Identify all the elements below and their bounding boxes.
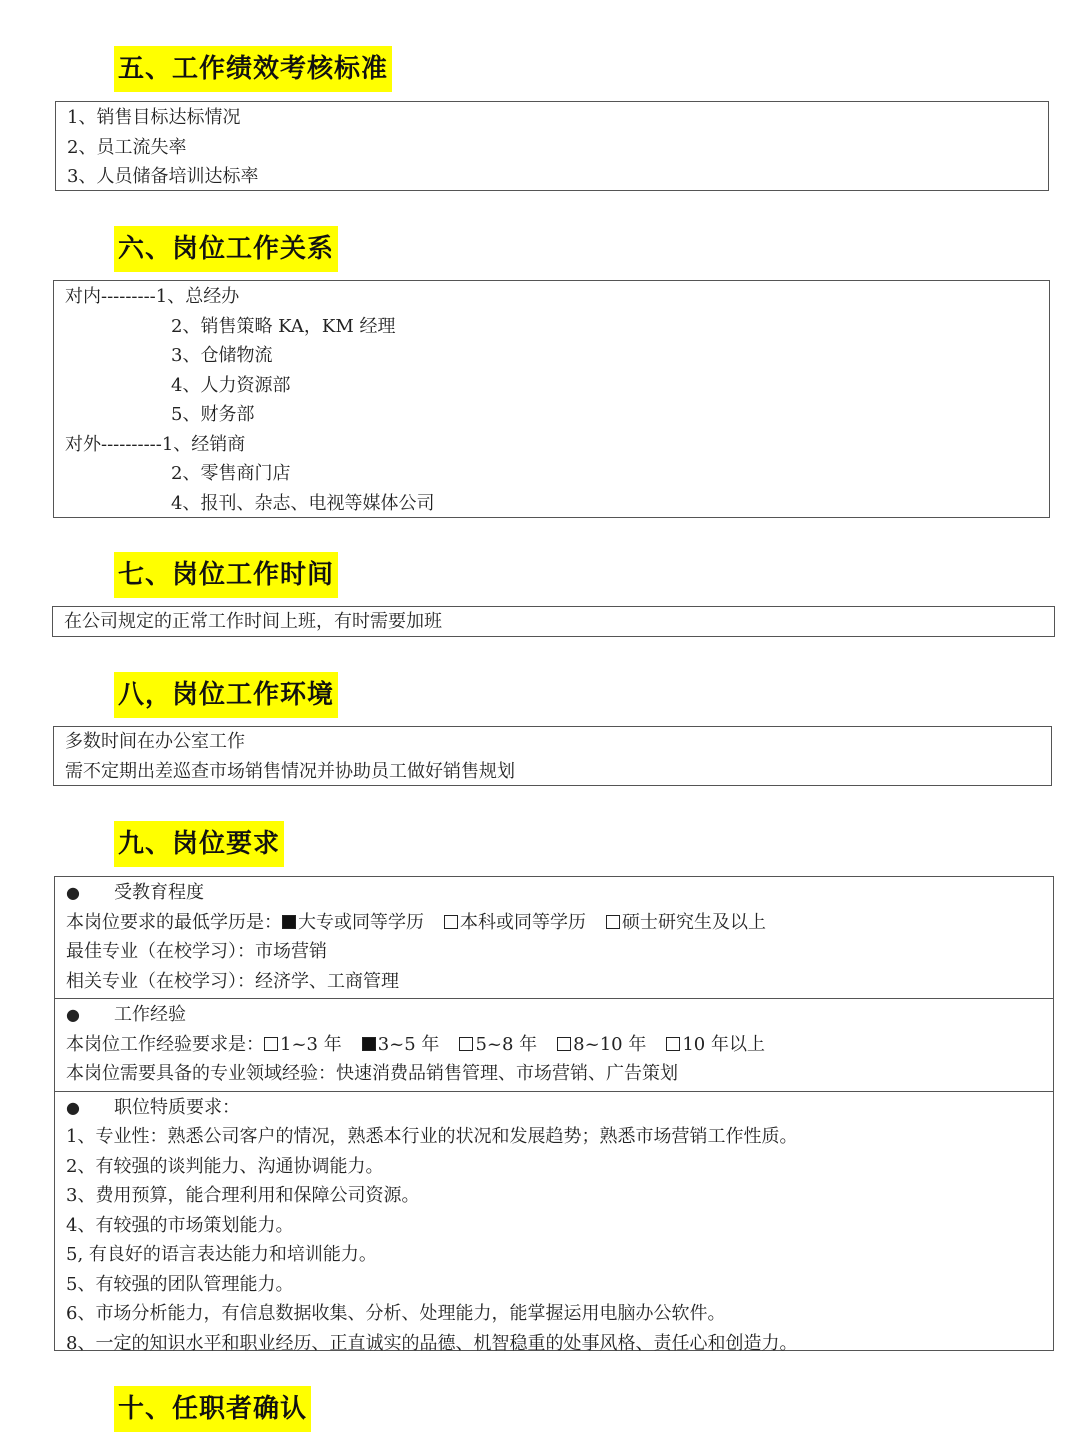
experience-option: 10 年以上 xyxy=(682,1033,765,1055)
checkbox[interactable] xyxy=(459,1037,473,1051)
education-options-row xyxy=(55,908,1053,938)
checkbox[interactable] xyxy=(557,1037,571,1051)
checkbox-checked[interactable] xyxy=(362,1037,376,1051)
performance-box xyxy=(55,101,1049,191)
list-item: 2、有较强的谈判能力、沟通协调能力。 xyxy=(66,1155,384,1177)
education-option: 大专或同等学历 xyxy=(298,911,424,933)
section-title-requirements: 九、岗位要求 xyxy=(114,821,284,867)
bullet: ● xyxy=(66,883,80,902)
internal-relations-label: 对内---------1、总经办 xyxy=(65,286,240,307)
bullet: ● xyxy=(66,1005,80,1024)
checkbox[interactable] xyxy=(444,915,458,929)
bullet: ● xyxy=(66,1097,80,1117)
experience-option: 1~3 年 xyxy=(280,1033,342,1055)
education-option: 硕士研究生及以上 xyxy=(622,911,766,933)
related-major: 相关专业（在校学习）：经济学、工商管理 xyxy=(66,970,399,992)
list-item: 2、员工流失率 xyxy=(67,136,187,158)
domain-experience: 本岗位需要具备的专业领域经验：快速消费品销售管理、市场营销、广告策划 xyxy=(66,1063,678,1084)
section-title-relations: 六、岗位工作关系 xyxy=(114,226,338,272)
list-item: 5、有较强的团队管理能力。 xyxy=(66,1273,294,1295)
checkbox[interactable] xyxy=(264,1037,278,1051)
traits-section xyxy=(55,1092,1053,1361)
list-item: 6、市场分析能力，有信息数据收集、分析、处理能力，能掌握运用电脑办公软件。 xyxy=(66,1303,726,1324)
experience-options-row xyxy=(55,1030,1053,1060)
list-item: 2、销售策略 KA，KM 经理 xyxy=(171,315,396,337)
experience-heading: 工作经验 xyxy=(114,1004,186,1025)
experience-label: 本岗位工作经验要求是： xyxy=(66,1033,264,1055)
list-item: 1、专业性：熟悉公司客户的情况，熟悉本行业的状况和发展趋势；熟悉市场营销工作性质。 xyxy=(66,1126,798,1147)
list-item: 3、费用预算，能合理利用和保障公司资源。 xyxy=(66,1185,420,1206)
checkbox[interactable] xyxy=(606,915,620,929)
experience-option: 3~5 年 xyxy=(377,1033,440,1055)
list-item: 4、报刊、杂志、电视等媒体公司 xyxy=(171,492,435,514)
education-label: 本岗位要求的最低学历是： xyxy=(66,911,282,933)
education-section xyxy=(55,877,1053,999)
external-relations-label: 对外----------1、经销商 xyxy=(65,433,246,455)
section-title-work-time: 七、岗位工作时间 xyxy=(114,552,338,598)
experience-section xyxy=(55,999,1053,1092)
education-heading: 受教育程度 xyxy=(114,882,204,903)
section-title-environment: 八，岗位工作环境 xyxy=(114,672,338,718)
requirements-box xyxy=(54,876,1054,1354)
best-major: 最佳专业（在校学习）：市场营销 xyxy=(66,941,327,962)
list-item: 5, 有良好的语言表达能力和培训能力。 xyxy=(66,1244,377,1265)
list-item: 多数时间在办公室工作 xyxy=(65,731,245,752)
traits-heading: 职位特质要求： xyxy=(114,1096,240,1118)
work-time-box xyxy=(52,606,1055,637)
list-item: 2、零售商门店 xyxy=(171,463,291,484)
experience-option: 8~10 年 xyxy=(573,1033,647,1055)
checkbox-checked[interactable] xyxy=(282,915,296,929)
environment-box xyxy=(53,726,1052,786)
list-item: 3、人员储备培训达标率 xyxy=(67,166,259,187)
education-option: 本科或同等学历 xyxy=(460,911,586,933)
checkbox[interactable] xyxy=(666,1037,680,1051)
list-item: 3、仓储物流 xyxy=(171,345,273,366)
list-item: 4、人力资源部 xyxy=(171,374,291,396)
list-item: 需不定期出差巡查市场销售情况并协助员工做好销售规划 xyxy=(65,760,515,782)
section-title-confirmation: 十、任职者确认 xyxy=(114,1386,311,1432)
work-time-text: 在公司规定的正常工作时间上班，有时需要加班 xyxy=(64,611,442,632)
relations-box xyxy=(53,280,1050,518)
list-item: 8、一定的知识水平和职业经历、正直诚实的品德、机智稳重的处事风格、责任心和创造力。 xyxy=(66,1332,798,1354)
section-title-performance: 五、工作绩效考核标准 xyxy=(114,46,392,92)
list-item: 5、财务部 xyxy=(171,404,255,425)
list-item: 4、有较强的市场策划能力。 xyxy=(66,1214,294,1236)
list-item: 1、销售目标达标情况 xyxy=(67,107,241,128)
experience-option: 5~8 年 xyxy=(475,1033,538,1055)
